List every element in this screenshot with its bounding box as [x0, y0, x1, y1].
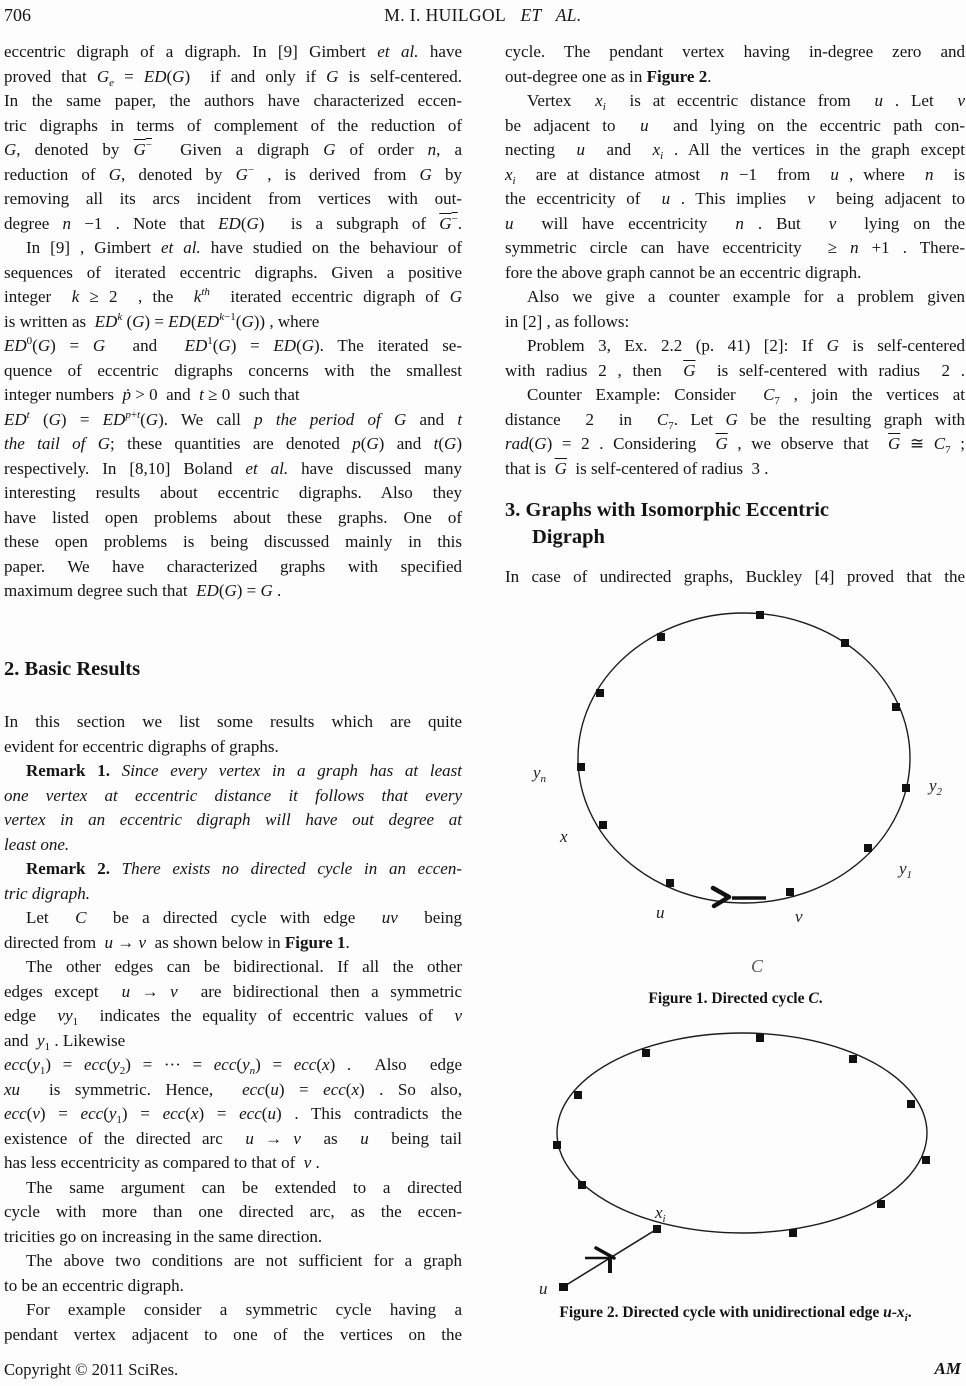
text-line: these open problems is being discussed mainly in this — [4, 532, 462, 551]
text-line: out-degree one as in Figure 2. — [505, 66, 712, 86]
text-line: Counter Example: Consider $C_7$ , join the vertices at — [527, 385, 965, 407]
text-line: that is $\overline{G}$ is self-centered of radius 3 . — [505, 458, 769, 478]
vertex-square — [578, 1181, 586, 1189]
text-line: Also we give a counter example for a problem given — [527, 287, 965, 306]
text-line: vertex in an eccentric digraph will have out degree at — [4, 810, 462, 829]
cycle-name-label: C — [751, 956, 764, 976]
paragraph — [4, 40, 462, 236]
pendant-arrow-icon — [585, 1248, 614, 1273]
text-line: Problem 3, Ex. 2.2 (p. 41) [2]: If G is self-centered — [527, 336, 965, 355]
text-line: cycle with more than one directed arc, as the eccen- — [4, 1202, 462, 1221]
paragraph — [4, 857, 462, 906]
text-line: cycle. The pendant vertex having in-degree zero and — [505, 42, 965, 61]
text-line: sequences of iterated eccentric digraphs. Given a positive — [4, 262, 462, 282]
figure-1-directed-cycle — [505, 593, 966, 988]
journal-abbreviation: AM — [934, 1359, 961, 1378]
text-line: be adjacent to u and lying on the eccentric path con- — [505, 115, 965, 135]
text-line: evident for eccentric digraphs of graphs. — [4, 736, 279, 756]
text-line: $ecc(y_1) = ecc(y_2)$ = ··· = $ecc(y_n) = ecc(x)$ . Also edge — [4, 1055, 462, 1077]
vertex-square — [922, 1156, 930, 1164]
text-line: rad(G) = 2 . Considering $\overline{G}$ , we observe that $\overline{G}$ ≅ $C_7$ ; — [505, 434, 965, 456]
paragraph — [4, 906, 462, 955]
vertex-squares — [553, 1034, 930, 1291]
paragraph — [505, 89, 965, 285]
paragraph — [4, 1176, 462, 1250]
text-line: For example consider a symmetric cycle having a — [26, 1300, 462, 1319]
text-line: directed from u → v as shown below in Figure 1. — [4, 932, 350, 952]
text-line: 2. Basic Results — [4, 657, 141, 680]
vertex-label-y2: $y_2$ — [929, 776, 943, 798]
text-line: the tail of G; these quantities are denoted p(G) and t(G) — [4, 434, 462, 453]
vertex-square — [642, 1049, 650, 1057]
text-line: reduction of G, denoted by G− , is derived from G by — [4, 163, 462, 184]
text-line: interesting results about eccentric digraphs. Also they — [4, 483, 462, 502]
vertex-square — [907, 1100, 915, 1108]
text-line: $ecc(v) = ecc(y_1) = ecc(x) = ecc(u)$ . This contradicts the — [4, 1104, 463, 1126]
paragraph — [505, 40, 965, 89]
text-line: and $y_1$ . Likewise — [4, 1030, 126, 1053]
vertex-square — [574, 1091, 582, 1099]
left-column — [4, 40, 462, 1347]
vertex-square — [553, 1141, 561, 1149]
vertex-square — [657, 633, 665, 641]
text-line: In the same paper, the authors have characterized eccen- — [4, 91, 462, 110]
vertex-square — [756, 1034, 764, 1042]
cycle-edge — [557, 1033, 927, 1233]
text-line: existence of the directed arc u → v as u being tail — [4, 1128, 463, 1148]
text-line: distance 2 in $C_7$. Let G be the resulting graph with — [505, 409, 965, 432]
text-line: tric digraph. — [4, 883, 90, 903]
vertex-square — [666, 879, 674, 887]
vertex-square-u — [559, 1283, 568, 1291]
text-line: degree n −1 . Note that ED(G) is a subgraph of G−. — [4, 212, 462, 233]
text-line: to be an eccentric digraph. — [4, 1275, 184, 1295]
paragraph — [4, 710, 462, 759]
page-number: 706 — [4, 5, 31, 25]
text-line: edge $vy_1$ indicates the equality of eccentric values of v — [4, 1006, 462, 1028]
text-line: In case of undirected graphs, Buckley [4] proved that the — [505, 567, 965, 586]
paragraph — [4, 955, 462, 1176]
vertex-square — [841, 639, 849, 647]
text-line: integer k ≥ 2 , the $k^{th}$ iterated eccentric digraph of G — [4, 286, 462, 306]
vertex-square — [902, 784, 910, 792]
text-line: G, denoted by G− Given a digraph G of order n, a — [4, 139, 462, 159]
text-line: edges except u → v are bidirectional then a symmetric — [4, 981, 462, 1001]
text-line: Digraph — [532, 525, 605, 548]
text-line: xu is symmetric. Hence, ecc(u) = ecc(x) . So also, — [4, 1079, 463, 1099]
figure-2-caption: Figure 2. Directed cycle with unidirectional edge $u-x_i$. — [559, 1304, 912, 1324]
paragraph — [4, 236, 462, 604]
vertex-square — [599, 821, 607, 829]
right-column — [505, 40, 965, 590]
copyright-notice: Copyright © 2011 SciRes. — [4, 1360, 179, 1379]
text-line: tricities go on increasing in the same direction. — [4, 1226, 323, 1246]
direction-arrow-icon — [713, 888, 729, 906]
text-line: paper. We have characterized graphs with specified — [4, 556, 462, 576]
vertex-square — [877, 1200, 885, 1208]
text-line: Vertex $x_i$ is at eccentric distance from u . Let v — [527, 91, 966, 113]
text-line: $ED^t$ $(G) = ED^{p+t}(G)$. We call p the period of G and t — [4, 408, 463, 429]
text-line: least one. — [4, 834, 70, 854]
section-heading — [505, 497, 965, 550]
vertex-square — [756, 611, 764, 619]
cycle-edge — [578, 613, 913, 903]
text-line: $x_i$ are at distance atmost n −1 from u , where n is — [505, 164, 966, 187]
text-line: In [9] , Gimbert et al. have studied on the behaviour of — [26, 238, 462, 257]
vertex-square — [786, 888, 794, 896]
vertex-label-x: x — [560, 827, 568, 846]
text-line: eccentric digraph of a digraph. In [9] Gimbert et al. have — [4, 42, 462, 61]
text-line: the eccentricity of u . This implies v being adjacent to — [505, 189, 965, 208]
text-line: proved that $G_e = ED(G)$ if and only if G is self-centered. — [4, 66, 462, 89]
text-line: $ED^0(G) = G$ and $ED^1(G) = ED(G)$. The iterated se- — [4, 335, 463, 355]
vertex-label-u: u — [539, 1279, 548, 1298]
vertex-square-xi — [653, 1225, 661, 1233]
paragraph — [4, 1298, 462, 1347]
vertex-square — [849, 1055, 857, 1063]
text-line: 3. Graphs with Isomorphic Eccentric — [505, 499, 829, 521]
text-line: is written as $ED^k$ $(G) = ED(ED^{k-1}(G))$ , where — [4, 310, 320, 331]
text-line: symmetric circle can have eccentricity ≥ n +1 . There- — [505, 238, 966, 257]
text-line: Remark 2. There exists no directed cycle in an eccen- — [26, 859, 463, 878]
text-line: in [2] , as follows: — [505, 311, 630, 331]
text-line: tric digraphs in terms of complement of the reduction of — [4, 115, 462, 135]
text-line: with radius 2 , then $\overline{G}$ is self-centered with radius 2 . — [505, 360, 965, 380]
text-line: has less eccentricity as compared to that of v . — [4, 1153, 320, 1172]
figure-1-caption: Figure 1. Directed cycle C. — [648, 990, 823, 1007]
section-heading — [4, 656, 462, 683]
paragraph — [505, 285, 965, 334]
paragraph — [505, 334, 965, 383]
vertex-square — [577, 763, 585, 771]
text-line: pendant vertex adjacent to one of the vertices on the — [4, 1324, 462, 1344]
text-line: In this section we list some results which are quite — [4, 712, 462, 731]
text-line: one vertex at eccentric distance it follows that every — [4, 785, 462, 805]
text-line: removing all its arcs incident from vertices with out- — [4, 189, 462, 208]
text-line: fore the above graph cannot be an eccentric digraph. — [505, 262, 862, 282]
text-line: Remark 1. Since every vertex in a graph has at least — [26, 761, 462, 780]
vertex-square — [864, 844, 872, 852]
vertex-label-v: v — [795, 907, 803, 926]
text-line: maximum degree such that ED(G) = G . — [4, 581, 282, 600]
text-line: have listed open problems about these graphs. One of — [4, 507, 462, 527]
paragraph — [505, 565, 965, 590]
paragraph — [505, 383, 965, 481]
figure-2-cycle-with-pendant — [505, 1025, 966, 1305]
vertex-square — [892, 703, 900, 711]
text-line: The above two conditions are not sufficient for a graph — [26, 1251, 462, 1270]
text-line: respectively. In [8,10] Boland et al. have discussed many — [4, 458, 462, 478]
text-line: quence of eccentric digraphs concerns with the smallest — [4, 360, 462, 380]
text-line: necting u and $x_i$ . All the vertices in the graph except — [505, 140, 965, 162]
paragraph — [4, 1249, 462, 1298]
vertex-square — [789, 1229, 797, 1237]
text-line: Let C be a directed cycle with edge uv being — [26, 908, 462, 927]
paragraph — [4, 759, 462, 857]
vertex-label-u: u — [656, 903, 665, 922]
text-line: The same argument can be extended to a directed — [26, 1177, 462, 1197]
text-line: The other edges can be bidirectional. If all the other — [26, 957, 462, 976]
text-line: u will have eccentricity n . But v lying on the — [505, 213, 965, 233]
vertex-square — [596, 689, 604, 697]
running-head: M. I. HUILGOL ET AL. — [384, 5, 582, 25]
vertex-label-xi: $x_i$ — [655, 1203, 666, 1225]
vertex-label-yn: $y_n$ — [533, 763, 547, 785]
text-line: integer numbers ṗ > 0 and t ≥ 0 such that — [4, 385, 300, 404]
vertex-label-y1: $y_1$ — [899, 859, 913, 881]
